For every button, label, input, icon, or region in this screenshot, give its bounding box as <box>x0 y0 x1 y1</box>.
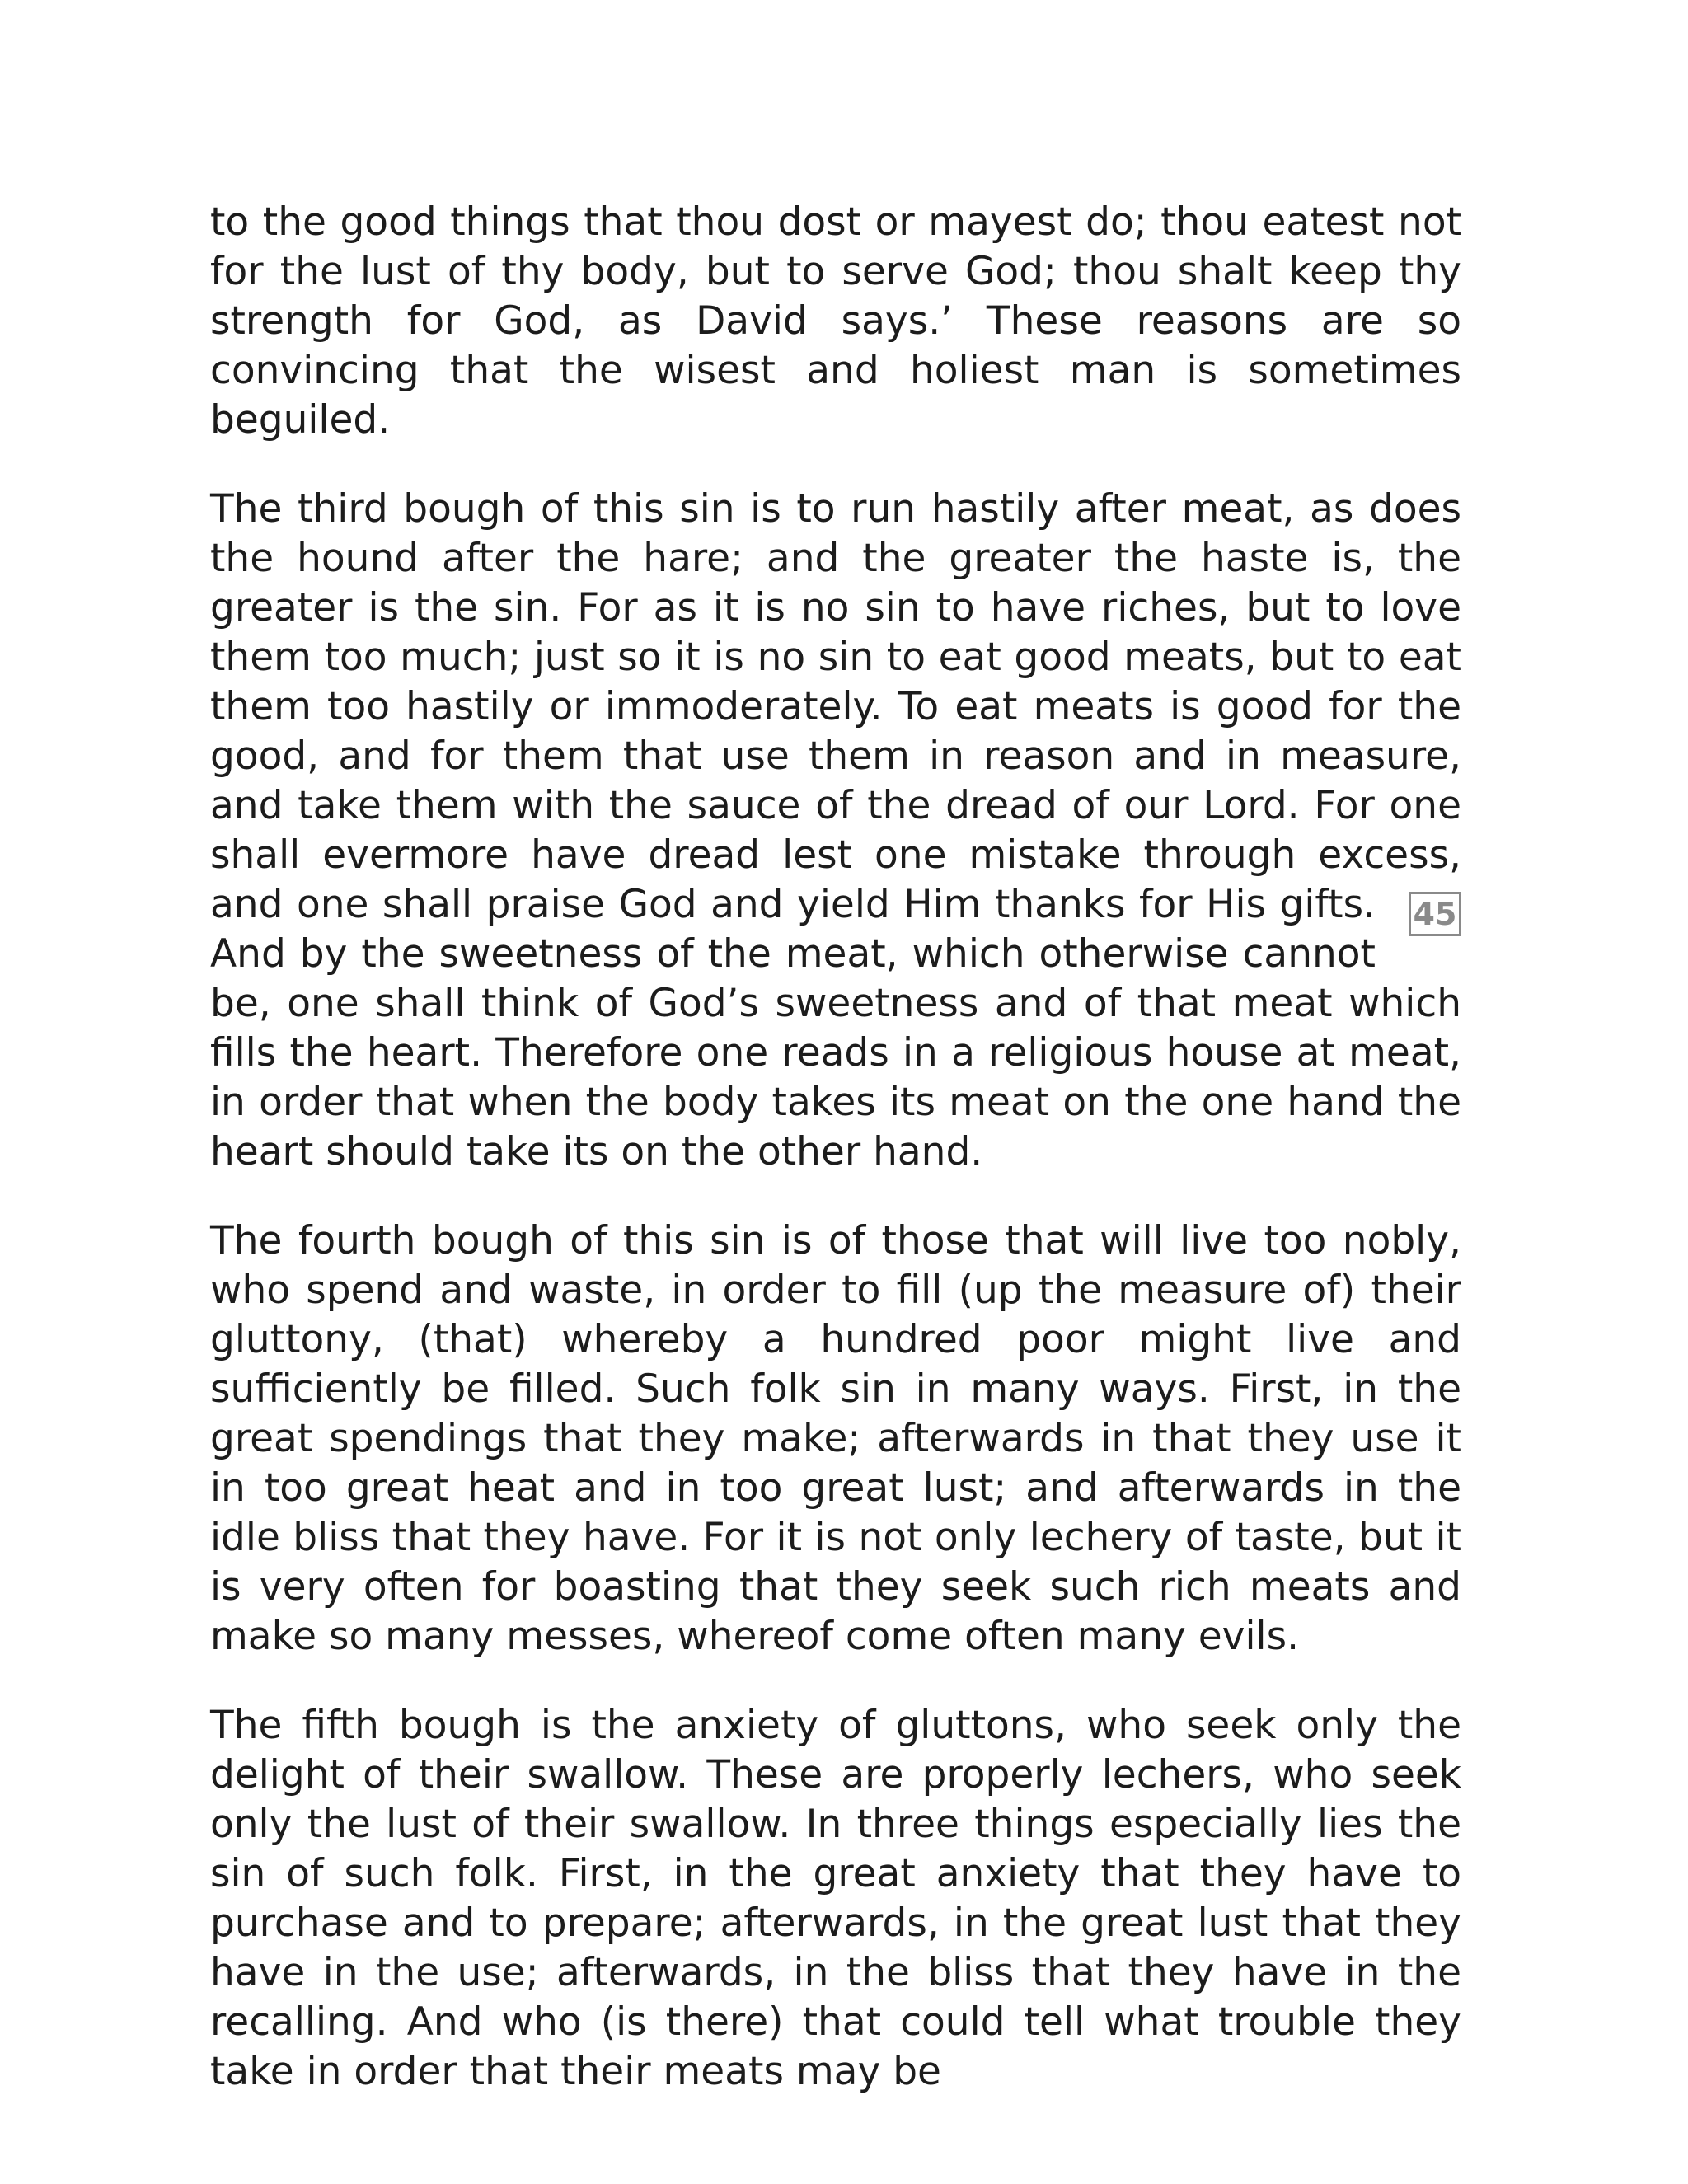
paragraph-3: The fourth bough of this sin is of those that will live too nobly, who spend and waste, in order to fill (up the measure of) their gluttony, (that) whereby a hundred poor might live and sufficiently be filled. Such folk sin in many ways. First, in the great spendings that they make; afterwards in that they use it in too great heat and in too great lust; and afterwards in the idle bliss that they have. For it is not only lechery of taste, but it is very often for boasting that they seek such rich meats and make so many messes, whereof come often many evils. <box>210 1218 1461 1659</box>
page-number-badge: 45 <box>1409 892 1461 936</box>
page-content <box>210 198 1461 2136</box>
paragraph-2-part-1: The third bough of this sin is to run hastily after meat, as does the hound after the hare; and the greater the haste is, the greater is the sin. For as it is no sin to have riches, but to love them too much; just so it is no sin to eat good meats, but to eat them too hastily or immoderately. To eat meats is good for the good, and for them that use them in reason and in measure, and take them with the sauce of the dread of our Lord. For one shall evermore have dread lest one mistake through excess, and one shall praise God and yield Him <box>210 486 1461 927</box>
paragraph-4: The fifth bough is the anxiety of gluttons, who seek only the delight of their swallow. These are properly lechers, who seek only the lust of their swallow. In three things especially lies the sin of such folk. First, in the great anxiety that they have to purchase and to prepare; afterwards, in the great lust that they have in the use; afterwards, in the bliss that they have in the recalling. And who (is there) that could tell what trouble they take in order that their meats may be <box>210 1703 1461 2094</box>
paragraph-1: to the good things that thou dost or mayest do; thou eatest not for the lust of thy body, but to serve God; thou shalt keep thy strength for God, as David says.’ These reasons are so convincing that the wisest and holiest man is sometimes beguiled. <box>210 199 1461 443</box>
paragraph-2-part-2: thanks for His gifts. And by the sweetness of the meat, which otherwise cannot be, one shall think of God’s sweetness and of that meat which fills the heart. Therefore one reads in a religious house at meat, in order that when the body takes its meat on the one hand the heart should take its on the other hand. <box>210 882 1461 1174</box>
paragraph-2 <box>210 485 1461 1177</box>
